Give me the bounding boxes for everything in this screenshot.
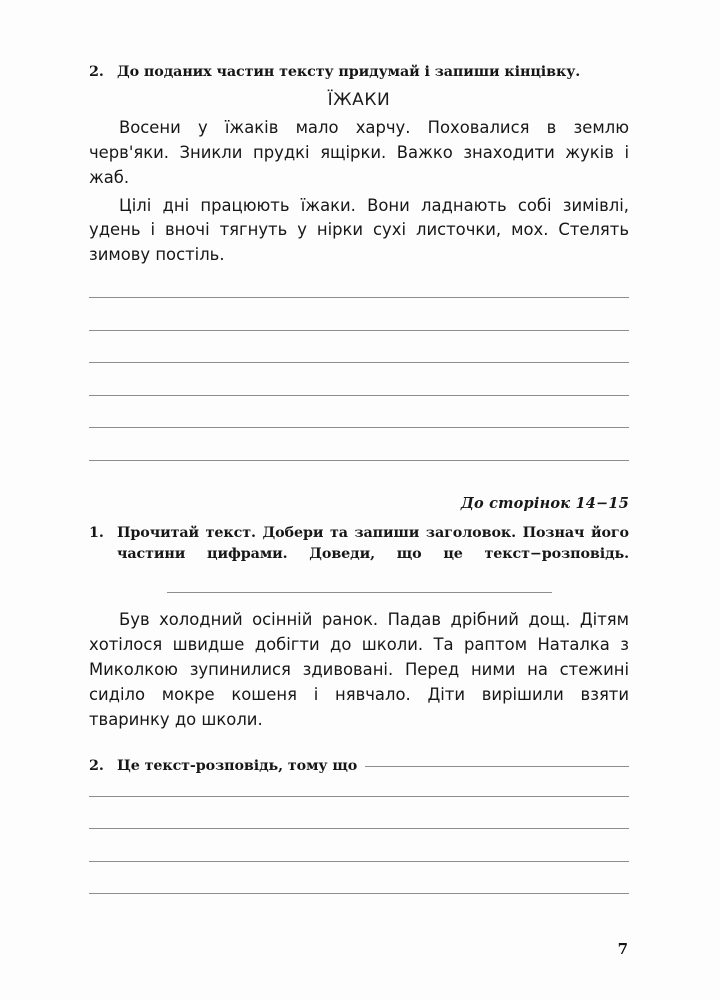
story-paragraph: Цілі дні працюють їжаки. Вони ладнають собі зимівлі, удень і вночі тягнуть у нірки сухі листочки, мох. Стелять зимову постіль. bbox=[89, 195, 629, 265]
exercise-2b-prompt: Це текст-розповідь, тому що bbox=[117, 757, 358, 774]
answer-lines-exercise-2 bbox=[89, 297, 629, 461]
page-content bbox=[89, 62, 629, 894]
answer-lines-exercise-2b bbox=[89, 796, 629, 895]
story-paragraph: Був холодний осінній ранок. Падав дрібний дощ. Дітям хотілося швидше добігти до школи. Та раптом Наталка з Миколкою зупинилися здивовані. Перед ними на стежині сиділо мокре кошеня і нявчало. Діти вирішили взяти тваринку до школи. bbox=[89, 610, 629, 730]
inline-answer-blank[interactable] bbox=[365, 766, 629, 767]
exercise-2-prompt: До поданих частин тексту придумай і запиши кінцівку. bbox=[117, 64, 581, 80]
story-paragraph: Восени у їжаків мало харчу. Поховалися в землю черв'яки. Зникли прудкі ящірки. Важко знаходити жуків і жаб. bbox=[89, 117, 629, 187]
title-blank-line[interactable] bbox=[167, 592, 552, 593]
exercise-2b-prompt-row bbox=[117, 756, 629, 777]
writing-line[interactable] bbox=[89, 893, 629, 894]
exercise-2-number: 2. bbox=[89, 64, 104, 80]
exercise-2b-number: 2. bbox=[89, 757, 104, 774]
story-title-yizhaky: ЇЖАКИ bbox=[327, 89, 391, 110]
page-number: 7 bbox=[617, 940, 628, 958]
writing-line[interactable] bbox=[89, 460, 629, 461]
exercise-1-number: 1. bbox=[89, 524, 104, 541]
exercise-2b-heading bbox=[89, 756, 629, 777]
story-body-kitten bbox=[89, 608, 629, 733]
exercise-1-prompt: Прочитай текст. Добери та запиши заголовок. Познач його частини цифрами. Доведи, що це текст−розповідь. bbox=[117, 524, 629, 562]
exercise-1-heading bbox=[89, 523, 629, 564]
title-blank-wrap bbox=[89, 592, 629, 593]
story-body-yizhaky bbox=[89, 116, 629, 269]
page-reference: До сторінок 14−15 bbox=[460, 494, 629, 512]
inline-prompt-row bbox=[117, 756, 629, 777]
exercise-2-heading bbox=[89, 62, 629, 83]
